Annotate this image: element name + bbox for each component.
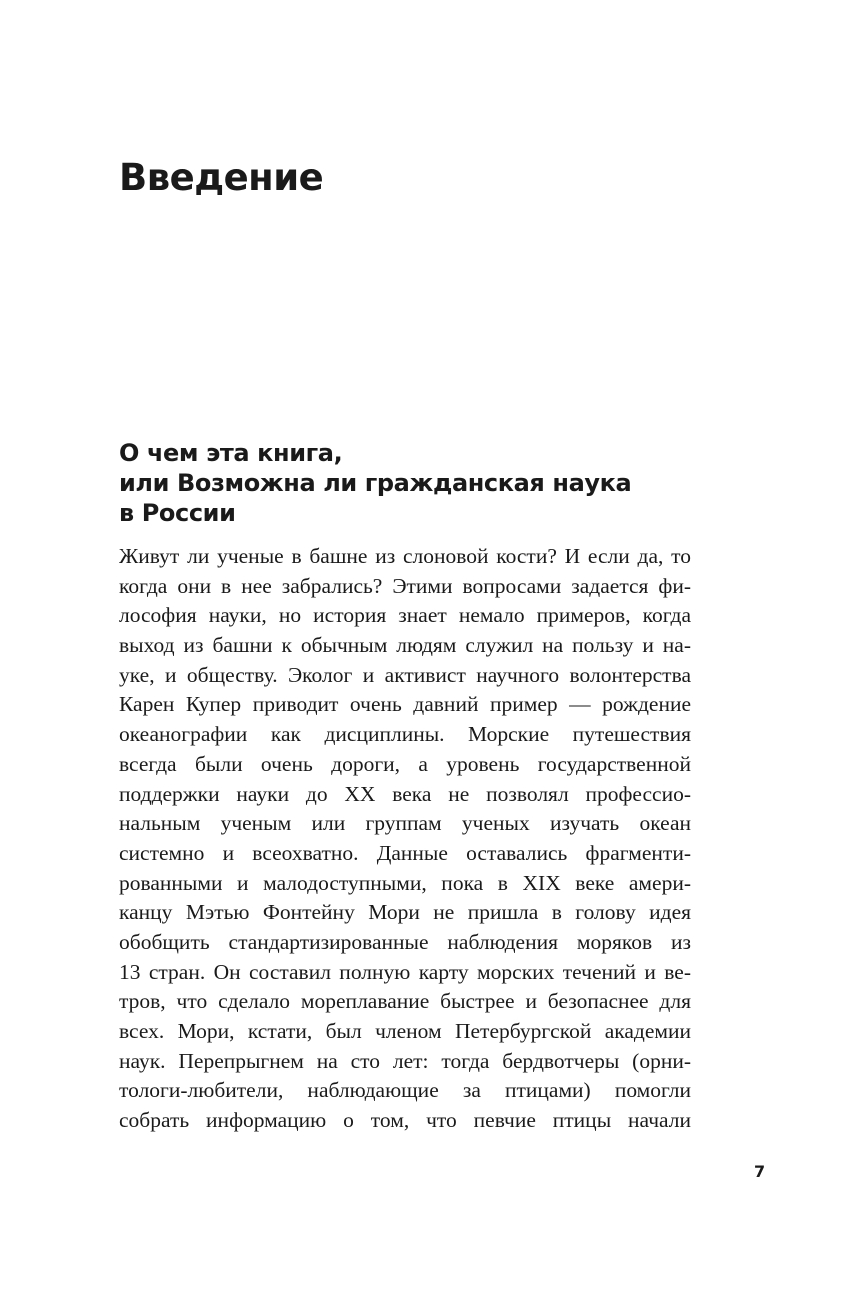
text-line: уке, и обществу. Эколог и активист научного волонтерства — [119, 662, 691, 687]
body-paragraph — [119, 542, 691, 1136]
section-heading-line: или Возможна ли гражданская наука — [119, 469, 632, 497]
text-line: всегда были очень дороги, а уровень государственной — [119, 751, 691, 776]
text-line: когда они в нее забрались? Этими вопросами задается фи- — [119, 573, 691, 598]
text-line: Карен Купер приводит очень давний пример — рождение — [119, 692, 691, 717]
text-line: рованными и малодоступными, пока в XIX веке амери- — [119, 870, 691, 895]
text-line: 13 стран. Он составил полную карту морских течений и ве- — [119, 959, 691, 984]
text-line: тологи-любители, наблюдающие за птицами) помогли — [119, 1078, 691, 1103]
text-line: всех. Мори, кстати, был членом Петербургской академии — [119, 1019, 691, 1043]
text-line: поддержки науки до XX века не позволял профессио- — [119, 781, 691, 806]
text-line: системно и всеохватно. Данные оставались фрагменти- — [119, 840, 691, 865]
text-line: нальным ученым или группам ученых изучать океан — [119, 811, 691, 836]
section-heading-line: в России — [119, 499, 236, 527]
section-heading — [119, 438, 759, 528]
text-line: выход из башни к обычным людям служил на пользу и на- — [119, 633, 691, 658]
text-line: канцу Мэтью Фонтейну Мори не пришла в голову идея — [119, 900, 691, 925]
text-line: тров, что сделало мореплавание быстрее и безопаснее для — [119, 989, 691, 1014]
text-line: обобщить стандартизированные наблюдения моряков из — [119, 929, 691, 954]
section-heading-line: О чем эта книга, — [119, 439, 343, 467]
page-number: 7 — [754, 1162, 766, 1181]
chapter-title: Введение — [119, 156, 324, 199]
text-line: океанографии как дисциплины. Морские путешествия — [119, 722, 691, 747]
text-line: наук. Перепрыгнем на сто лет: тогда бердвотчеры (орни- — [119, 1048, 691, 1073]
text-line: собрать информацию о том, что певчие птицы начали — [119, 1108, 691, 1133]
text-line: лософия науки, но история знает немало примеров, когда — [119, 603, 691, 628]
text-line: Живут ли ученые в башне из слоновой кости? И если да, то — [119, 544, 691, 568]
